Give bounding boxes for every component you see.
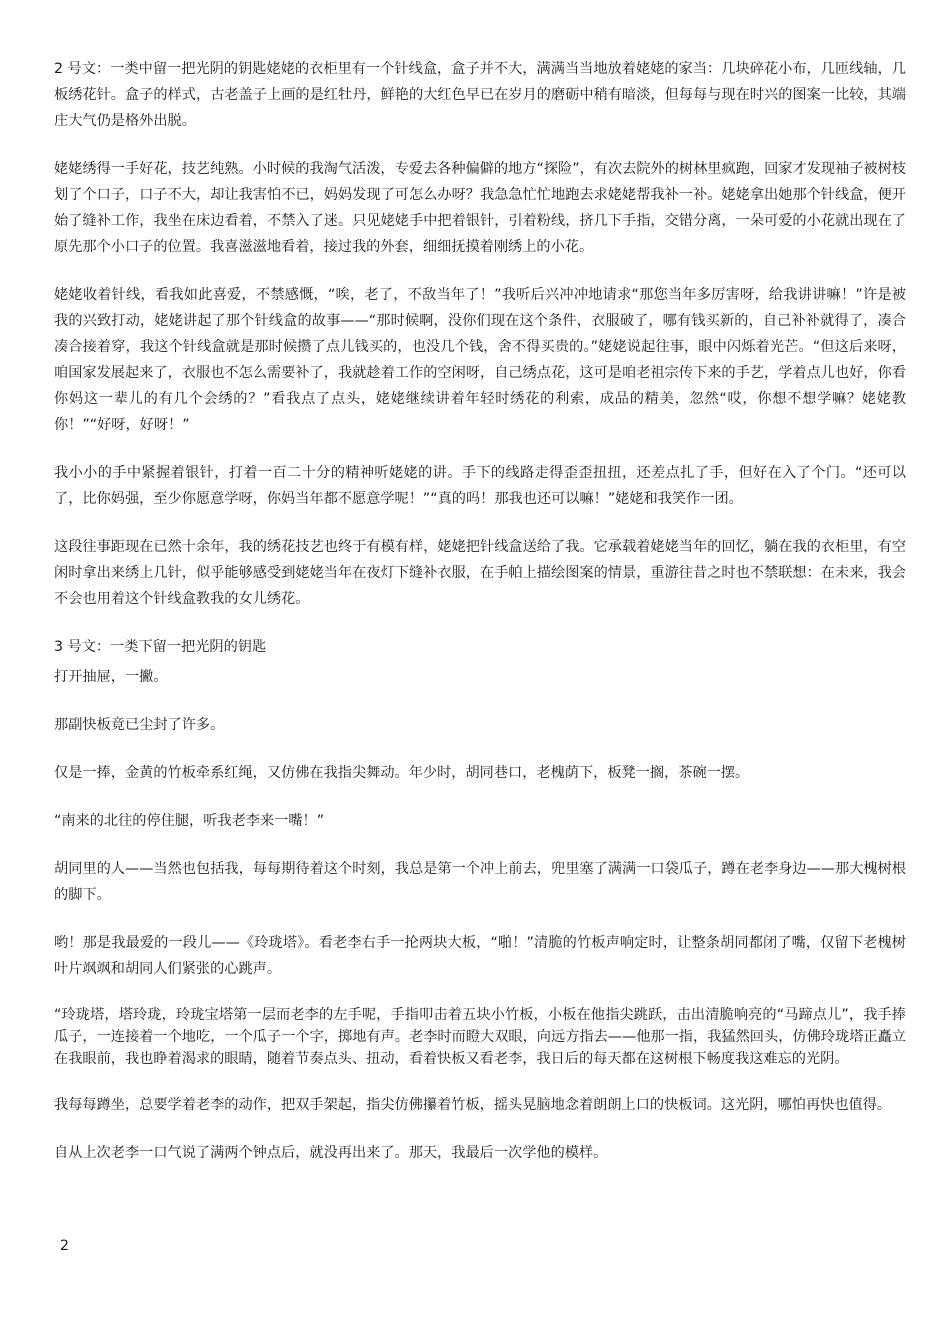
essay-2-paragraph-1: 2 号文：一类中留一把光阴的钥匙姥姥的衣柜里有一个针线盒，盒子并不大，满满当当地放着姥姥的家当：几块碎花小布，几匝线轴，几板绣花针。盒子的样式，古老盖子上画的是红牡丹，鲜艳的大红色早已在岁月的磨砺中稍有暗淡，但每每与现在时兴的图案一比较，其端庄大气仍是格外出脱。 <box>54 61 906 129</box>
essay-2-paragraph-2: 姥姥绣得一手好花，技艺纯熟。小时候的我淘气活泼，专爱去各种偏僻的地方“探险”，有次去院外的树林里疯跑，回家才发现袖子被树枝划了个口子，口子不大，却让我害怕不已，妈妈发现了可怎么办呀？我急急忙忙地跑去求姥姥帮我补一补。姥姥拿出她那个针线盒，便开始了缝补工作，我坐在床边看着，不禁入了迷。只见姥姥手中把着银针，引着粉线，挤几下手指，交错分离，一朵可爱的小花就出现在了原先那个小口子的位置。我喜滋滋地看着，接过我的外套，细细抚摸着刚绣上的小花。 <box>54 161 906 255</box>
essay-3-paragraph-3: 仅是一捧，金黄的竹板牵系红绳，又仿佛在我指尖舞动。年少时，胡同巷口，老槐荫下，板凳一搁，茶碗一摆。 <box>54 765 750 781</box>
essay-3-paragraph-4: “南来的北往的停住腿，听我老李来一嘴！” <box>54 813 325 829</box>
page-number: 2 <box>60 1238 69 1254</box>
essay-3-paragraph-9: 自从上次老李一口气说了满两个钟点后，就没再出来了。那天，我最后一次学他的模样。 <box>54 1145 608 1161</box>
essay-3-paragraph-7: “玲珑塔，塔玲珑，玲珑宝塔第一层而老李的左手呢，手指叩击着五块小竹板，小板在他指尖跳跃，击出清脆响亮的“马蹄点儿”，我手捧瓜子，一连接着一个地吃，一个瓜子一个字，掷地有声。老李时而瞪大双眼，向远方指去——他那一指，我猛然回头，仿佛玲珑塔正矗立在我眼前，我也睁着渴求的眼睛，随着节奏点头、扭动，看着快板又看老李，我日后的每天都在这树根下畅度我这难忘的光阴。 <box>54 1007 906 1067</box>
essay-3-title: 3 号文：一类下留一把光阴的钥匙 <box>54 639 267 655</box>
essay-2-paragraph-4: 我小小的手中紧握着银针，打着一百二十分的精神听姥姥的讲。手下的线路走得歪歪扭扭，还差点扎了手，但好在入了个门。“还可以了，比你妈强，至少你愿意学呀，你妈当年都不愿意学呢！”“真的吗！那我也还可以嘛！”姥姥和我笑作一团。 <box>54 465 906 507</box>
essay-3-paragraph-6: 哟！那是我最爱的一段儿——《玲珑塔》。看老李右手一抡两块大板，“啪！”清脆的竹板声响定时，让整条胡同都闭了嘴，仅留下老槐树叶片飒飒和胡同人们紧张的心跳声。 <box>54 935 906 977</box>
document-body <box>54 56 906 1166</box>
essay-3-paragraph-8: 我每每蹲坐，总要学着老李的动作，把双手架起，指尖仿佛攥着竹板，摇头晃脑地念着朗朗上口的快板词。这光阴，哪怕再快也值得。 <box>54 1097 892 1113</box>
essay-3-paragraph-1: 打开抽屉，一撇。 <box>54 669 168 685</box>
essay-3-paragraph-5: 胡同里的人——当然也包括我，每每期待着这个时刻，我总是第一个冲上前去，兜里塞了满满一口袋瓜子，蹲在老李身边——那大槐树根的脚下。 <box>54 861 906 903</box>
essay-2-paragraph-3: 姥姥收着针线，看我如此喜爱，不禁感慨，“唉，老了，不敌当年了！”我听后兴冲冲地请求“那您当年多厉害呀，给我讲讲嘛！”许是被我的兴致打动，姥姥讲起了那个针线盒的故事——“那时候啊，没你们现在这个条件，衣服破了，哪有钱买新的，自己补补就得了，凑合凑合接着穿，我这个针线盒就是那时候攒了点儿钱买的，也没几个钱，舍不得买贵的。”姥姥说起往事，眼中闪烁着光芒。“但这后来呀，咱国家发展起来了，衣服也不怎么需要补了，我就趁着工作的空闲呀，自己绣点花，这可是咱老祖宗传下来的手艺，学着点儿也好，你看你妈这一辈儿的有几个会绣的？”看我点了点头，姥姥继续讲着年轻时绣花的利索，成品的精美，忽然“哎，你想不想学嘛？姥姥教你！”“好呀，好呀！” <box>54 287 906 433</box>
essay-2-paragraph-5: 这段往事距现在已然十余年，我的绣花技艺也终于有模有样，姥姥把针线盒送给了我。它承载着姥姥当年的回忆，躺在我的衣柜里，有空闲时拿出来绣上几针，似乎能够感受到姥姥当年在夜灯下缝补衣服，在手帕上描绘图案的情景，重游往昔之时也不禁联想：在未来，我会不会也用着这个针线盒教我的女儿绣花。 <box>54 539 906 607</box>
essay-3-paragraph-2: 那副快板竟已尘封了许多。 <box>54 717 225 733</box>
